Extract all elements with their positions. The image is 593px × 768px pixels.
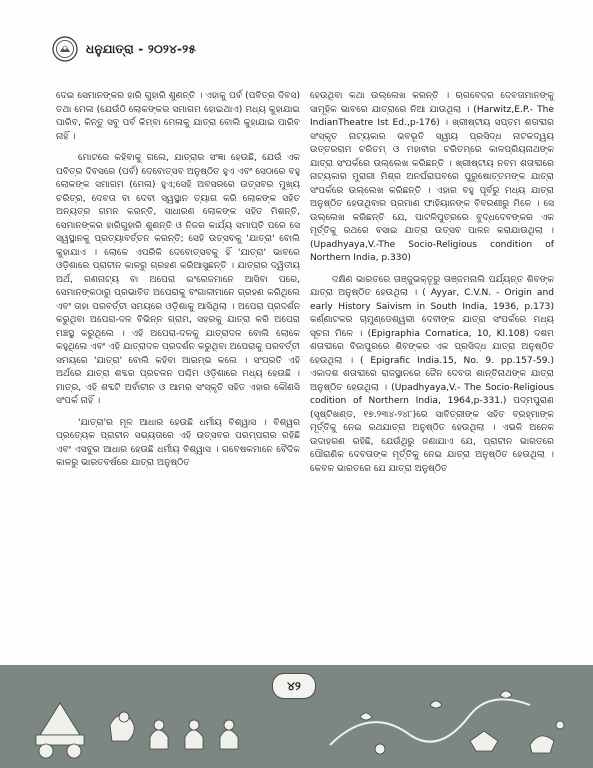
- paragraph: ହେଉଥିବା କଥା ଉଲ୍ଲେଖ କରନ୍ତି । ଋଗବେଦର ଦେବତାମାନଙ୍କୁ ସାମୂହିକ ଭାବରେ ଯାତ୍ରାରେ ନିଆ ଯାଉଥିଲା । (Harwitz,E.P.- The IndianTheatre Ist Ed.,p-176) । ଖ୍ରୀଷ୍ଟୀୟ ସପ୍ତମ ଶତାବ୍ଦୀର ସଂସ୍କୃତ ନାଟ୍ୟକାର ଭବଭୂତି ସ୍ୱୀୟ ପ୍ରସିଦ୍ଧ ନାଟକଦ୍ୱୟ ଉତ୍ତରରାମ ଚରିତମ୍ ଓ ମହାବୀର ଚରିତମ୍‌ରେ କାଳପ୍ରିୟନାଥଙ୍କ ଯାତ୍ରା ସଂପର୍କରେ ଉଲ୍ଲେଖ କରିଛନ୍ତି । ଖ୍ରୀଷ୍ଟୀୟ ନବମ ଶତାବ୍ଦୀରେ ନାଟ୍ୟକାର ମୁରାରୀ ମିଶ୍ର ଅନର୍ଘରାଘବରେ ପୁରୁଷୋତ୍ତମଙ୍କ ଯାତ୍ରା ସଂପର୍କରେ ଉଲ୍ଲେଖ କରିଛନ୍ତି । ଏହାର ବହୁ ପୂର୍ବରୁ ମଧ୍ୟ ଯାତ୍ରା ଅନୁଷ୍ଠିତ ହେଉଥିବାର ପ୍ରମାଣ ଫାହିୟାନଙ୍କ ବିବରଣୀରୁ ମିଳେ । ସେ ଉଲ୍ଲେଖ କରିଛନ୍ତି ଯେ, ପାଟଳିପୁତ୍ରରେ ବୁଦ୍ଧଦେବଙ୍କର ଏକ ମୂର୍ତ୍ତିକୁ ରଥରେ ବସାଇ ଯାତ୍ରା ଉତ୍ସବ ପାଳନ କରାଯାଉଥିଲା । (Upadhyaya,V.-The Socio-Religious condition of Northern India, p.330): [310, 91, 554, 263]
- emblem-icon: [52, 36, 78, 62]
- page-number: ୪୨: [272, 673, 316, 699]
- paragraph: ଦେଇ ସେମାନଙ୍କର ହାରି ଗୁହାରି ଶୁଣନ୍ତି । ଏହାକୁ ପର୍ବ (ପବିତ୍ର ଦିବସ) ତଥା ମେଳା (ଯେଉଁଠି ଲୋକଙ୍କର ସମାଗମ ହୋଇଥାଏ) ମଧ୍ୟ କୁହାଯାଇ ପାରିବ, କିନ୍ତୁ ସବୁ ପର୍ବ କିମ୍ବା ମେଳାକୁ ଯାତ୍ରା ବୋଲି କୁହାଯାଇ ପାରିବ ନାହିଁ ।: [56, 91, 300, 142]
- paragraph: ଦକ୍ଷିଣ ଭାରତରେ ତାଞ୍ଜୁଭକ୍ତୂରୁ ତାଞ୍ଜମନାଲି ପର୍ଯ୍ୟନ୍ତ ଶିବଙ୍କ ଯାତ୍ରା ଅନୁଷ୍ଠିତ ହେଉଥିଲା । ( Ayyar, C.V.N. - Origin and early History Saivism in South India, 1936, p.173) କର୍ଣ୍ଣାଟକର ଚାମୁଣ୍ଡେଶ୍ୱରୀ ଦେବୀଙ୍କ ଯାତ୍ରା ସଂପର୍କରେ ମଧ୍ୟ ସୂଚନା ମିଳେ । (Epigraphia Cornatica, 10, Kl.108) ଦଶମ ଶତାବ୍ଦୀରେ ବିଜାପୁରରେ ଶିବଙ୍କର ଏକ ପ୍ରସିଦ୍ଧ ଯାତ୍ରା ଅନୁଷ୍ଠିତ ହେଉଥିଲା । ( Epigrafic India.15, No. 9. pp.157-59.) ଏକାଦଶ ଶତାବ୍ଦୀରେ ରାଜସ୍ଥାନରେ ଜୈନ ଦେବତା ଶାନ୍ତିନାଥଙ୍କ ଯାତ୍ରା ଅନୁଷ୍ଠିତ ହେଉଥିଲା । (Upadhyaya,V.- The Socio-Religious codition of Northern India, 1964,p-331.) ପଦ୍ମପୁରାଣ (ସୃଷ୍ଟିଖଣ୍ଡ, ୧୭.୨୩୪-୨୪୮)ରେ ସାବିତ୍ରୀଙ୍କ ସହିତ ବ୍ରହ୍ମାଙ୍କ ମୂର୍ତ୍ତିକୁ ନେଇ ରଥଯାତ୍ରା ଅନୁଷ୍ଠିତ ହେଉଥିଲା । ଏଭଳି ଅନେକ ଉଦାହରଣ ରହିଛି, ଯେଉଁଥିରୁ ଜଣାଯାଏ ଯେ, ପ୍ରାଚୀନ ଭାରତରେ ପୌରାଣିକ ଦେବତାଙ୍କ ମୂର୍ତ୍ତିକୁ ନେଇ ଯାତ୍ରା ଅନୁଷ୍ଠିତ ହେଉଥିଲା । କେବଳ ଭାରତରେ ଯେ ଯାତ୍ରା ଅନୁଷ୍ଠିତ: [310, 274, 554, 474]
- journal-title: ଧନୁଯାତ୍ରା - ୨୦୨୪-୨୫: [86, 41, 197, 56]
- left-column: [56, 90, 300, 479]
- paragraph: ମୋଟରେ କହିବାକୁ ଗଲେ, ଯାତ୍ରାର ସଂଜ୍ଞା ହେଉଛି, ଯେଉଁ ଏକ ପବିତ୍ର ଦିବସରେ (ପର୍ବ) ଦେବୋତ୍ସବ ଅନୁଷ୍ଠିତ ହୁଏ ଏବଂ ସେଠାରେ ବହୁ ଲୋକଙ୍କ ସମାଗମ (ମେଳା) ହୁଏ;ସେହି ଅବସରରେ ଉତ୍ସବର ମୁଖ୍ୟ ଚରିତ୍ର, ଦେବତା ବା ଦେବୀ ସ୍ୱସ୍ଥାନ ତ୍ୟାଗ କରି ଲୋକଙ୍କ ସହିତ ଅନ୍ୟତ୍ର ଗମନ କରନ୍ତି, ସାଧାରଣ ଲୋକଙ୍କ ସହିତ ମିଶନ୍ତି, ସେମାନଙ୍କର ହାରିଗୁହାରି ଶୁଣନ୍ତି ଓ ନିଜର କାର୍ଯ୍ୟ ସମାପ୍ତି ପରେ ସେ ସ୍ୱସ୍ଥାନକୁ ପ୍ରତ୍ୟାବର୍ତ୍ତନ କରନ୍ତି; ସେହି ଉତ୍ସବକୁ 'ଯାତ୍ରା' ବୋଲି କୁହାଯାଏ । ଲୋକେ ଏପରିକି ଦେବୋତ୍ସବକୁ ହିଁ 'ଯାତ୍ରା' ଭାବରେ ଓଡ଼ିଶାରେ ପ୍ରାଚୀନ କାଳରୁ ଗ୍ରହଣ କରିଆସୁଛନ୍ତି । ଯାତ୍ରାର ଦ୍ୱିତୀୟ ଅର୍ଥ, ଗଣନାଟ୍ୟ ବା ଅପେରା ଇଂରେଜମାନେ ଆସିବା ପରେ, ସେମାନଙ୍କଠାରୁ ପ୍ରଭାବିତ ଅପେରାକୁ ବଂଗାଳୀମାନେ ଗ୍ରହଣ କରିଥିଲେ ଏବଂ ତାହା ପରବର୍ତ୍ତୀ ସମୟରେ ଓଡ଼ିଶାକୁ ଆସିଥିଲା । ଅପେରା ପ୍ରଦର୍ଶନ କରୁଥିବା ଅପେରା-ଦଳ ବିଭିନ୍ନ ଗ୍ରାମ, ସହରକୁ ଯାତ୍ରା କରି ଅପେରା ମଞ୍ଚସ୍ଥ କରୁଥିଲେ । ଏହି ଅପେରା-ଦଳକୁ ଯାତ୍ରାଦଳ ବୋଲି ଲୋକେ କହୁଥିଲେ ଏବଂ ଏହି ଯାତ୍ରାଦଳ ପ୍ରଦର୍ଶନ କରୁଥିବା ଅପେରାକୁ ପରବର୍ତ୍ତୀ ସମୟରେ 'ଯାତ୍ରା' ବୋଲି କହିବା ଆରମ୍ଭ କଲେ । ସଂପ୍ରତି ଏହି ଅର୍ଥରେ ଯାତ୍ରା ଶବ୍ଦର ପ୍ରଚଳନ ପଶ୍ଚିମ ଓଡ଼ିଶାରେ ମଧ୍ୟ ହେଉଛି । ମାତ୍ର, ଏହି ଶବ୍ଦଟି ଅର୍ବାଚୀନ ଓ ଆମର ସଂସ୍କୃତି ସହିତ ଏହାର କୌଣସି ସଂପର୍କ ନାହିଁ ।: [56, 153, 300, 406]
- right-column: [310, 90, 554, 484]
- paragraph: 'ଯାତ୍ରା'ର ମୂଳ ଆଧାର ହେଉଛି ଧର୍ମୀୟ ବିଶ୍ୱାସ । ବିଶ୍ୱର ପ୍ରତ୍ୟେକ ପ୍ରାଚୀନ ସଭ୍ୟତାରେ ଏହି ଉତ୍ସବର ପରମ୍ପରାର ରହିଛି ଏବଂ ଏସବୁର ଆଧାର ହେଉଛି ଧର୍ମୀୟ ବିଶ୍ୱାସ । ଗବେଷକମାନେ ବୈଦିକ କାଳରୁ ଭାରତବର୍ଷରେ ଯାତ୍ରା ଅନୁଷ୍ଠିତ: [56, 417, 300, 468]
- page-header: [52, 34, 196, 64]
